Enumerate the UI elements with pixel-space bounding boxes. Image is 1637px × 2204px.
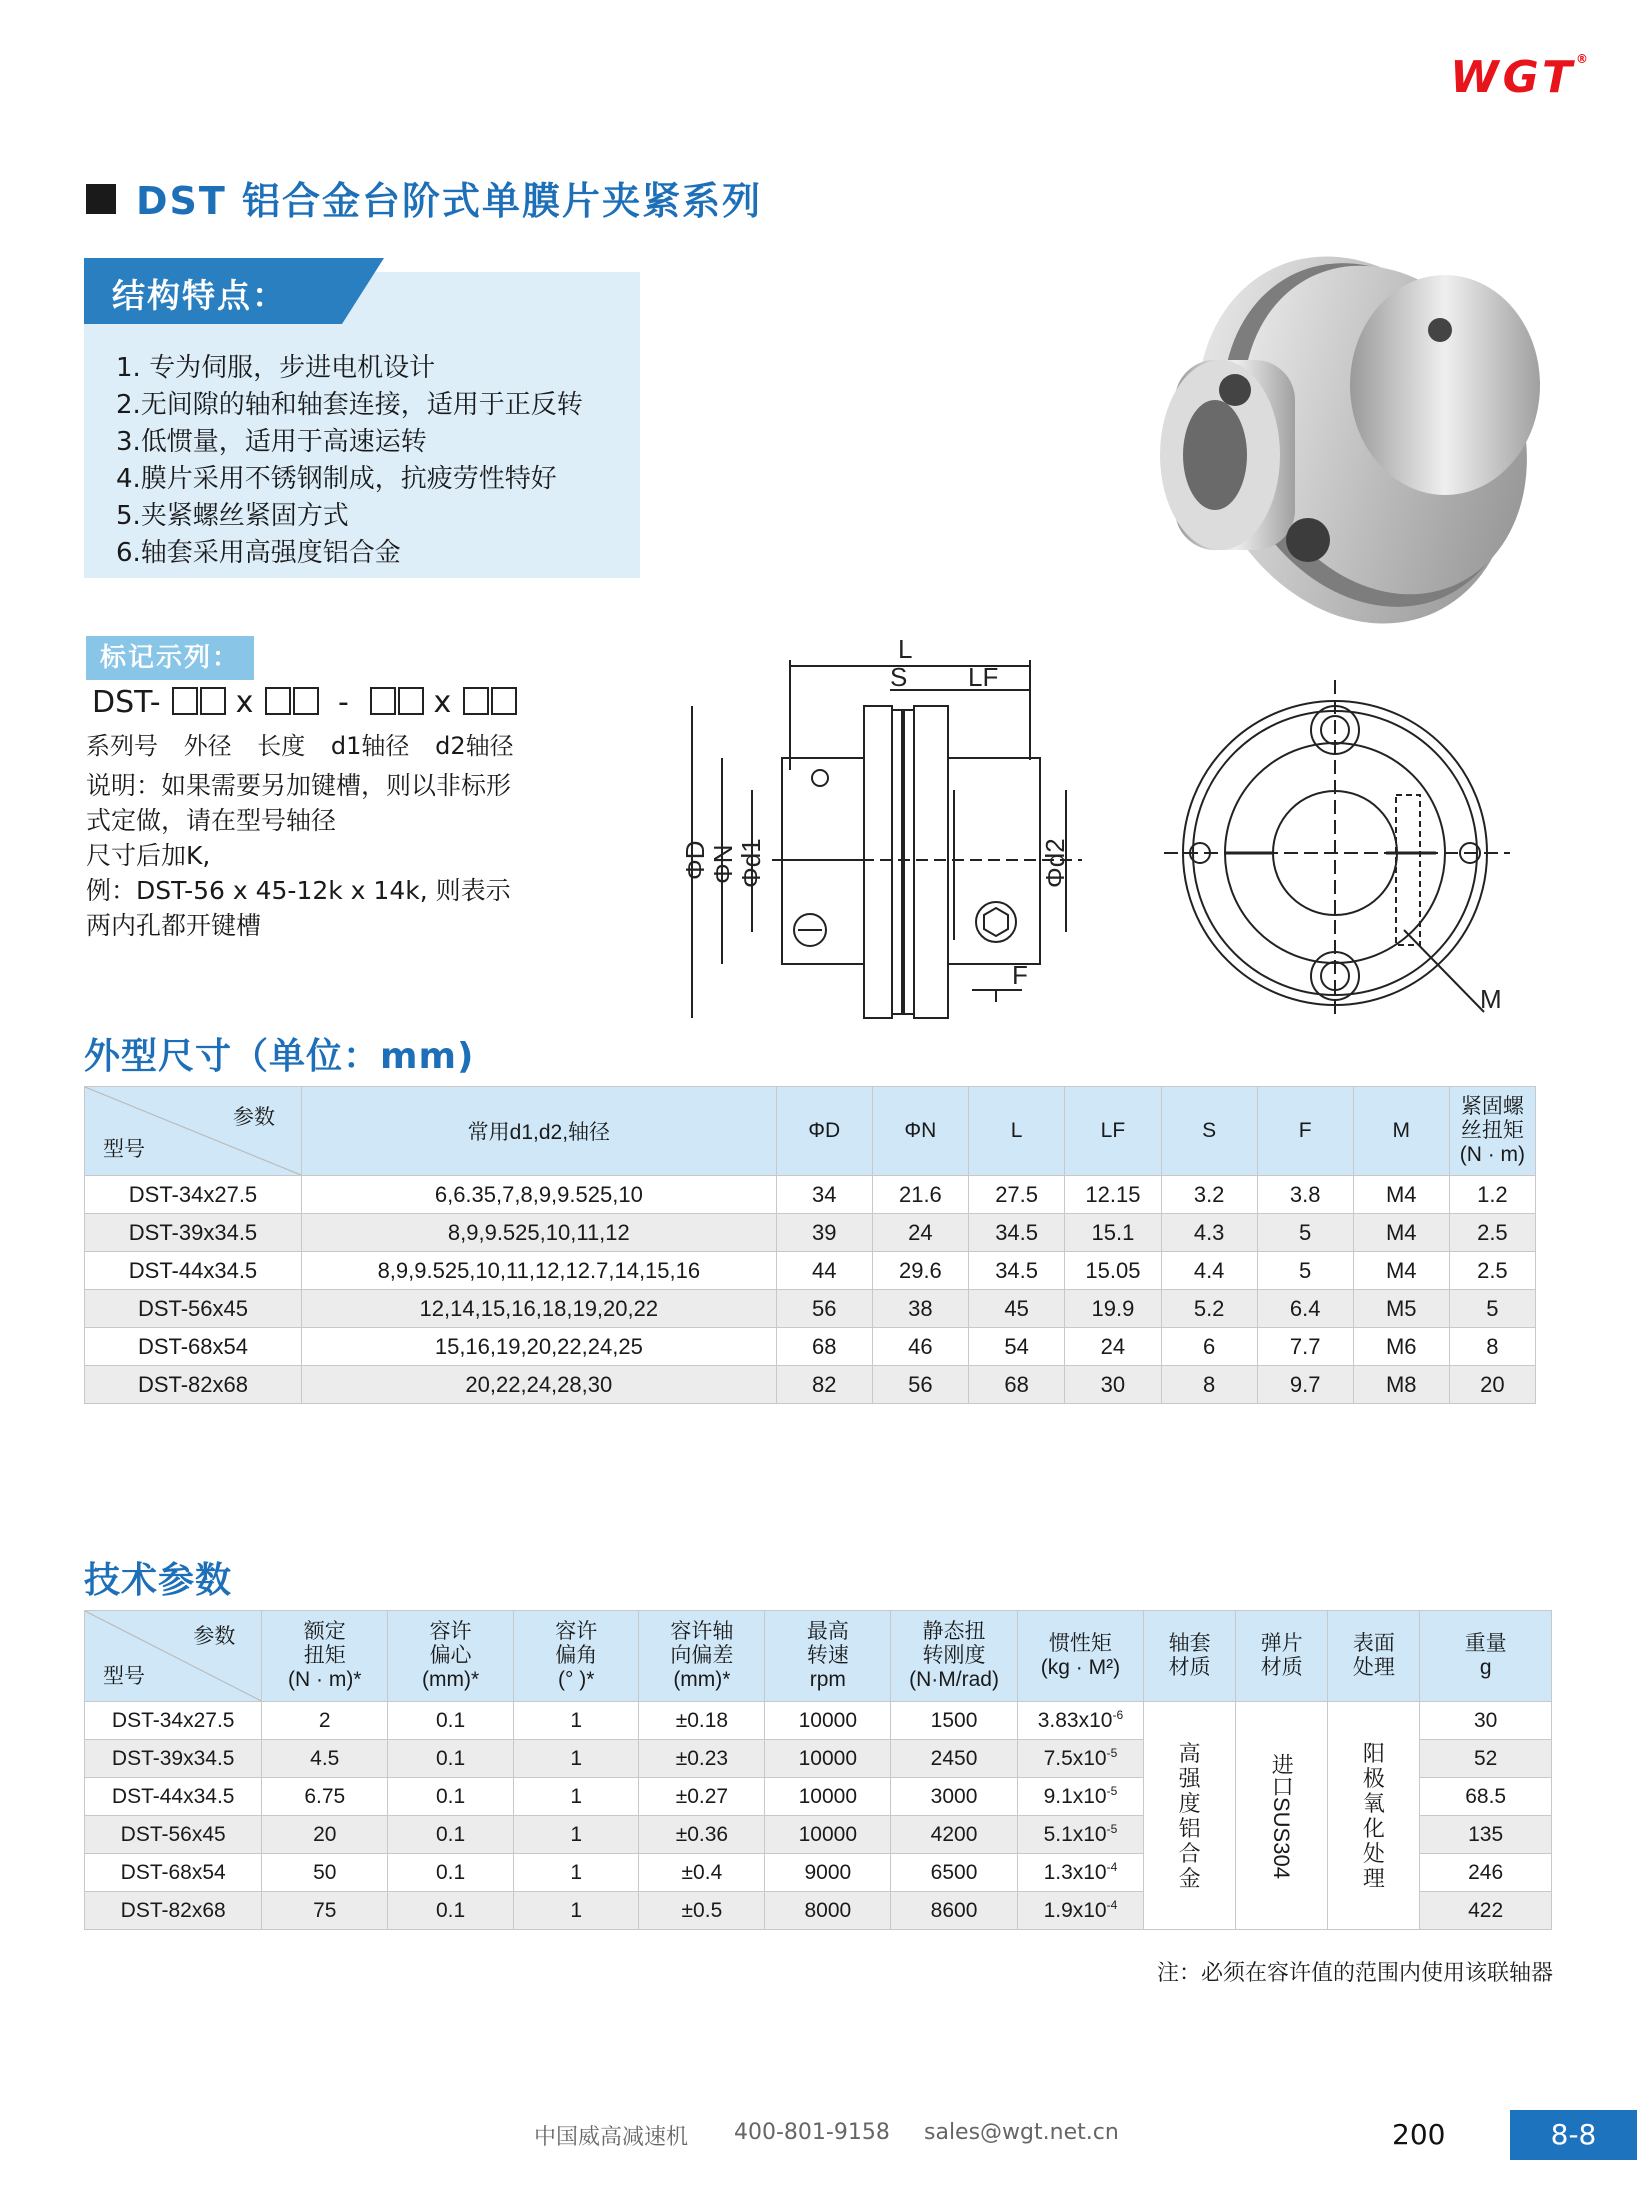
- table-cell: 4.4: [1161, 1252, 1257, 1290]
- wgt-logo: WGT®: [1450, 52, 1592, 103]
- table-cell: 56: [776, 1290, 872, 1328]
- table-cell: 15.05: [1065, 1252, 1161, 1290]
- table-cell: 19.9: [1065, 1290, 1161, 1328]
- marking-heading: 标记示列：: [86, 636, 254, 680]
- table-cell: ±0.23: [639, 1740, 765, 1778]
- table-cell: 0.1: [388, 1854, 514, 1892]
- table-cell: ±0.5: [639, 1892, 765, 1930]
- table-row: [85, 1252, 1536, 1290]
- table-cell: 5: [1257, 1252, 1353, 1290]
- header-M: M: [1353, 1087, 1449, 1176]
- code-box: [398, 687, 424, 715]
- header-weight: 重量 g: [1420, 1611, 1552, 1702]
- table-row: [85, 1176, 1536, 1214]
- header-phiN: ΦN: [872, 1087, 968, 1176]
- weight-cell: 68.5: [1420, 1778, 1552, 1816]
- table-cell: 15.1: [1065, 1214, 1161, 1252]
- weight-cell: 30: [1420, 1702, 1552, 1740]
- header-hub-material: 轴套 材质: [1144, 1611, 1236, 1702]
- code-box: [293, 687, 319, 715]
- dim-phid1: Φd1: [736, 838, 766, 888]
- features-list: [116, 350, 583, 572]
- table-cell: 6.4: [1257, 1290, 1353, 1328]
- table-cell: 5.2: [1161, 1290, 1257, 1328]
- model-cell: DST-39x34.5: [85, 1214, 302, 1252]
- model-cell: DST-39x34.5: [85, 1740, 262, 1778]
- marking-note: 说明：如果需要另加键槽，则以非标形 式定做，请在型号轴径 尺寸后加K, 例：DST-56 x 45-12k x 14k, 则表示 两内孔都开键槽: [86, 771, 512, 940]
- table-cell: 1: [514, 1816, 639, 1854]
- label-od: 外径: [183, 732, 232, 760]
- footnote: 注：必须在容许值的范围内使用该联轴器: [1156, 1961, 1553, 1986]
- table-cell: 15,16,19,20,22,24,25: [301, 1328, 776, 1366]
- model-cell: DST-56x45: [85, 1290, 302, 1328]
- marking-labels: [86, 726, 532, 761]
- label-d2: d2轴径: [435, 732, 514, 760]
- header-axial: 容许轴 向偏差 (mm)*: [639, 1611, 765, 1702]
- inertia-cell: $1.9x10^{-4}$: [1017, 1892, 1143, 1930]
- table-cell: 2.5: [1449, 1252, 1535, 1290]
- code-box: [463, 687, 489, 715]
- tech-table: [84, 1610, 1552, 1930]
- table-cell: 6,6.35,7,8,9,9.525,10: [301, 1176, 776, 1214]
- inertia-cell: $7.5x10^{-5}$: [1017, 1740, 1143, 1778]
- inertia-cell: $5.1x10^{-5}$: [1017, 1816, 1143, 1854]
- table-cell: 1: [514, 1778, 639, 1816]
- label-length: 长度: [257, 732, 306, 760]
- table-row: [85, 1290, 1536, 1328]
- table-cell: 4.3: [1161, 1214, 1257, 1252]
- table-cell: 2: [262, 1702, 388, 1740]
- header-shaft-dia: 常用d1,d2,轴径: [301, 1087, 776, 1176]
- table-cell: 5: [1449, 1290, 1535, 1328]
- table-cell: M6: [1353, 1328, 1449, 1366]
- table-cell: ±0.36: [639, 1816, 765, 1854]
- dims-section-title: 外型尺寸（单位：mm): [84, 1036, 475, 1077]
- section-number: 8-8: [1510, 2110, 1637, 2160]
- weight-cell: 246: [1420, 1854, 1552, 1892]
- code-box: [200, 687, 226, 715]
- table-cell: M4: [1353, 1176, 1449, 1214]
- table-cell: M4: [1353, 1214, 1449, 1252]
- dim-phiD: ΦD: [680, 840, 710, 880]
- feature-item: 3.低惯量，适用于高速运转: [116, 427, 427, 457]
- table-cell: 4.5: [262, 1740, 388, 1778]
- table-row: [85, 1366, 1536, 1404]
- table-cell: 1: [514, 1740, 639, 1778]
- header-LF: LF: [1065, 1087, 1161, 1176]
- header-stiffness: 静态扭 转刚度 (N·M/rad): [891, 1611, 1017, 1702]
- dim-phid2: Φd2: [1040, 838, 1070, 888]
- table-cell: ±0.27: [639, 1778, 765, 1816]
- table-cell: 8: [1161, 1366, 1257, 1404]
- model-cell: DST-82x68: [85, 1892, 262, 1930]
- table-cell: 24: [872, 1214, 968, 1252]
- code-box: [491, 687, 517, 715]
- table-cell: 10000: [765, 1702, 891, 1740]
- dims-corner-header: 参数 型号: [85, 1087, 302, 1176]
- dim-LF: LF: [968, 662, 999, 692]
- table-cell: 34.5: [969, 1252, 1065, 1290]
- header-inertia: 惯性矩 (kg · M²): [1017, 1611, 1143, 1702]
- table-cell: 12,14,15,16,18,19,20,22: [301, 1290, 776, 1328]
- table-cell: 38: [872, 1290, 968, 1328]
- table-cell: 54: [969, 1328, 1065, 1366]
- table-cell: 0.1: [388, 1816, 514, 1854]
- code-box: [265, 687, 291, 715]
- table-cell: 50: [262, 1854, 388, 1892]
- table-cell: ±0.4: [639, 1854, 765, 1892]
- table-cell: 5: [1257, 1214, 1353, 1252]
- inertia-cell: $1.3x10^{-4}$: [1017, 1854, 1143, 1892]
- header-screw-torque: 紧固螺 丝扭矩 (N · m): [1449, 1087, 1535, 1176]
- feature-item: 5.夹紧螺丝紧固方式: [116, 501, 349, 531]
- hub-material-cell: 高 强 度 铝 合 金: [1144, 1702, 1236, 1930]
- table-cell: 3.2: [1161, 1176, 1257, 1214]
- table-cell: 21.6: [872, 1176, 968, 1214]
- table-cell: 0.1: [388, 1740, 514, 1778]
- header-spring-material: 弹片 材质: [1236, 1611, 1328, 1702]
- table-cell: 68: [969, 1366, 1065, 1404]
- table-cell: 3.8: [1257, 1176, 1353, 1214]
- table-cell: 1: [514, 1702, 639, 1740]
- table-cell: 1.2: [1449, 1176, 1535, 1214]
- table-cell: 8600: [891, 1892, 1017, 1930]
- header-phiD: ΦD: [776, 1087, 872, 1176]
- table-cell: 1: [514, 1892, 639, 1930]
- table-cell: ±0.18: [639, 1702, 765, 1740]
- table-cell: 2450: [891, 1740, 1017, 1778]
- table-cell: 75: [262, 1892, 388, 1930]
- feature-item: 2.无间隙的轴和轴套连接，适用于正反转: [116, 390, 583, 420]
- features-heading: 结构特点：: [112, 276, 287, 315]
- coupling-photo: [1130, 230, 1570, 650]
- inertia-cell: $3.83x10^{-6}$: [1017, 1702, 1143, 1740]
- table-cell: 82: [776, 1366, 872, 1404]
- code-box: [172, 687, 198, 715]
- feature-item: 6.轴套采用高强度铝合金: [116, 538, 401, 568]
- table-cell: 45: [969, 1290, 1065, 1328]
- table-cell: 0.1: [388, 1702, 514, 1740]
- model-cell: DST-68x54: [85, 1854, 262, 1892]
- feature-item: 1. 专为伺服，步进电机设计: [116, 353, 436, 383]
- header-eccentricity: 容许 偏心 (mm)*: [388, 1611, 514, 1702]
- table-cell: 27.5: [969, 1176, 1065, 1214]
- marking-code: DST- x - x: [92, 685, 517, 720]
- table-cell: 20: [1449, 1366, 1535, 1404]
- table-cell: 6: [1161, 1328, 1257, 1366]
- page-title: DST 铝合金台阶式单膜片夹紧系列: [136, 179, 763, 223]
- label-series: 系列号: [86, 732, 158, 760]
- footer-company: 中国威高减速机: [534, 2125, 689, 2150]
- table-cell: M8: [1353, 1366, 1449, 1404]
- header-S: S: [1161, 1087, 1257, 1176]
- table-cell: 56: [872, 1366, 968, 1404]
- table-cell: 0.1: [388, 1778, 514, 1816]
- weight-cell: 135: [1420, 1816, 1552, 1854]
- table-cell: 2.5: [1449, 1214, 1535, 1252]
- page-number: 200: [1392, 2118, 1446, 2151]
- dims-table: [84, 1086, 1536, 1404]
- model-cell: DST-44x34.5: [85, 1778, 262, 1816]
- model-cell: DST-34x27.5: [85, 1702, 262, 1740]
- table-cell: 8000: [765, 1892, 891, 1930]
- tech-section-title: 技术参数: [84, 1560, 233, 1601]
- weight-cell: 52: [1420, 1740, 1552, 1778]
- table-cell: 34.5: [969, 1214, 1065, 1252]
- table-cell: 10000: [765, 1816, 891, 1854]
- model-cell: DST-82x68: [85, 1366, 302, 1404]
- side-view-drawing: [672, 640, 1092, 1020]
- table-cell: 10000: [765, 1778, 891, 1816]
- table-cell: 12.15: [1065, 1176, 1161, 1214]
- table-cell: 44: [776, 1252, 872, 1290]
- label-d1: d1轴径: [330, 732, 410, 760]
- dim-M: M: [1480, 984, 1502, 1014]
- table-cell: 0.1: [388, 1892, 514, 1930]
- table-cell: 9000: [765, 1854, 891, 1892]
- table-cell: 8,9,9.525,10,11,12,12.7,14,15,16: [301, 1252, 776, 1290]
- dim-S: S: [890, 662, 908, 692]
- table-cell: 34: [776, 1176, 872, 1214]
- dim-phiN: ΦN: [708, 844, 738, 884]
- model-cell: DST-44x34.5: [85, 1252, 302, 1290]
- header-rated-torque: 额定 扭矩 (N · m)*: [262, 1611, 388, 1702]
- table-cell: 1: [514, 1854, 639, 1892]
- feature-item: 4.膜片采用不锈钢制成，抗疲劳性特好: [116, 464, 557, 494]
- code-box: [370, 687, 396, 715]
- table-cell: 6500: [891, 1854, 1017, 1892]
- title-square-icon: [86, 184, 116, 214]
- table-cell: M4: [1353, 1252, 1449, 1290]
- table-cell: 8,9,9.525,10,11,12: [301, 1214, 776, 1252]
- dim-F: F: [1012, 960, 1028, 990]
- model-cell: DST-68x54: [85, 1328, 302, 1366]
- table-cell: 29.6: [872, 1252, 968, 1290]
- table-cell: 20: [262, 1816, 388, 1854]
- footer-email[interactable]: sales@wgt.net.cn: [924, 2120, 1119, 2145]
- end-view-drawing: [1164, 680, 1524, 1020]
- model-cell: DST-34x27.5: [85, 1176, 302, 1214]
- table-row: [85, 1328, 1536, 1366]
- tech-corner-header: 参数 型号: [85, 1611, 262, 1702]
- header-max-speed: 最高 转速 rpm: [765, 1611, 891, 1702]
- table-cell: 68: [776, 1328, 872, 1366]
- table-cell: 1500: [891, 1702, 1017, 1740]
- table-row: [85, 1214, 1536, 1252]
- surface-cell: 阳 极 氧 化 处 理: [1328, 1702, 1420, 1930]
- table-cell: M5: [1353, 1290, 1449, 1328]
- table-cell: 20,22,24,28,30: [301, 1366, 776, 1404]
- header-surface: 表面 处理: [1328, 1611, 1420, 1702]
- table-cell: 46: [872, 1328, 968, 1366]
- model-cell: DST-56x45: [85, 1816, 262, 1854]
- spring-material-cell: 进口SUS304: [1236, 1702, 1328, 1930]
- table-cell: 4200: [891, 1816, 1017, 1854]
- table-cell: 39: [776, 1214, 872, 1252]
- table-cell: 7.7: [1257, 1328, 1353, 1366]
- table-cell: 6.75: [262, 1778, 388, 1816]
- table-cell: 30: [1065, 1366, 1161, 1404]
- table-cell: 10000: [765, 1740, 891, 1778]
- table-cell: 9.7: [1257, 1366, 1353, 1404]
- table-row: [85, 1702, 1552, 1740]
- dim-L: L: [898, 640, 913, 664]
- header-angular: 容许 偏角 (° )*: [514, 1611, 639, 1702]
- table-cell: 3000: [891, 1778, 1017, 1816]
- header-F: F: [1257, 1087, 1353, 1176]
- table-cell: 24: [1065, 1328, 1161, 1366]
- inertia-cell: $9.1x10^{-5}$: [1017, 1778, 1143, 1816]
- header-L: L: [969, 1087, 1065, 1176]
- table-cell: 8: [1449, 1328, 1535, 1366]
- weight-cell: 422: [1420, 1892, 1552, 1930]
- footer-phone: 400-801-9158: [734, 2120, 890, 2145]
